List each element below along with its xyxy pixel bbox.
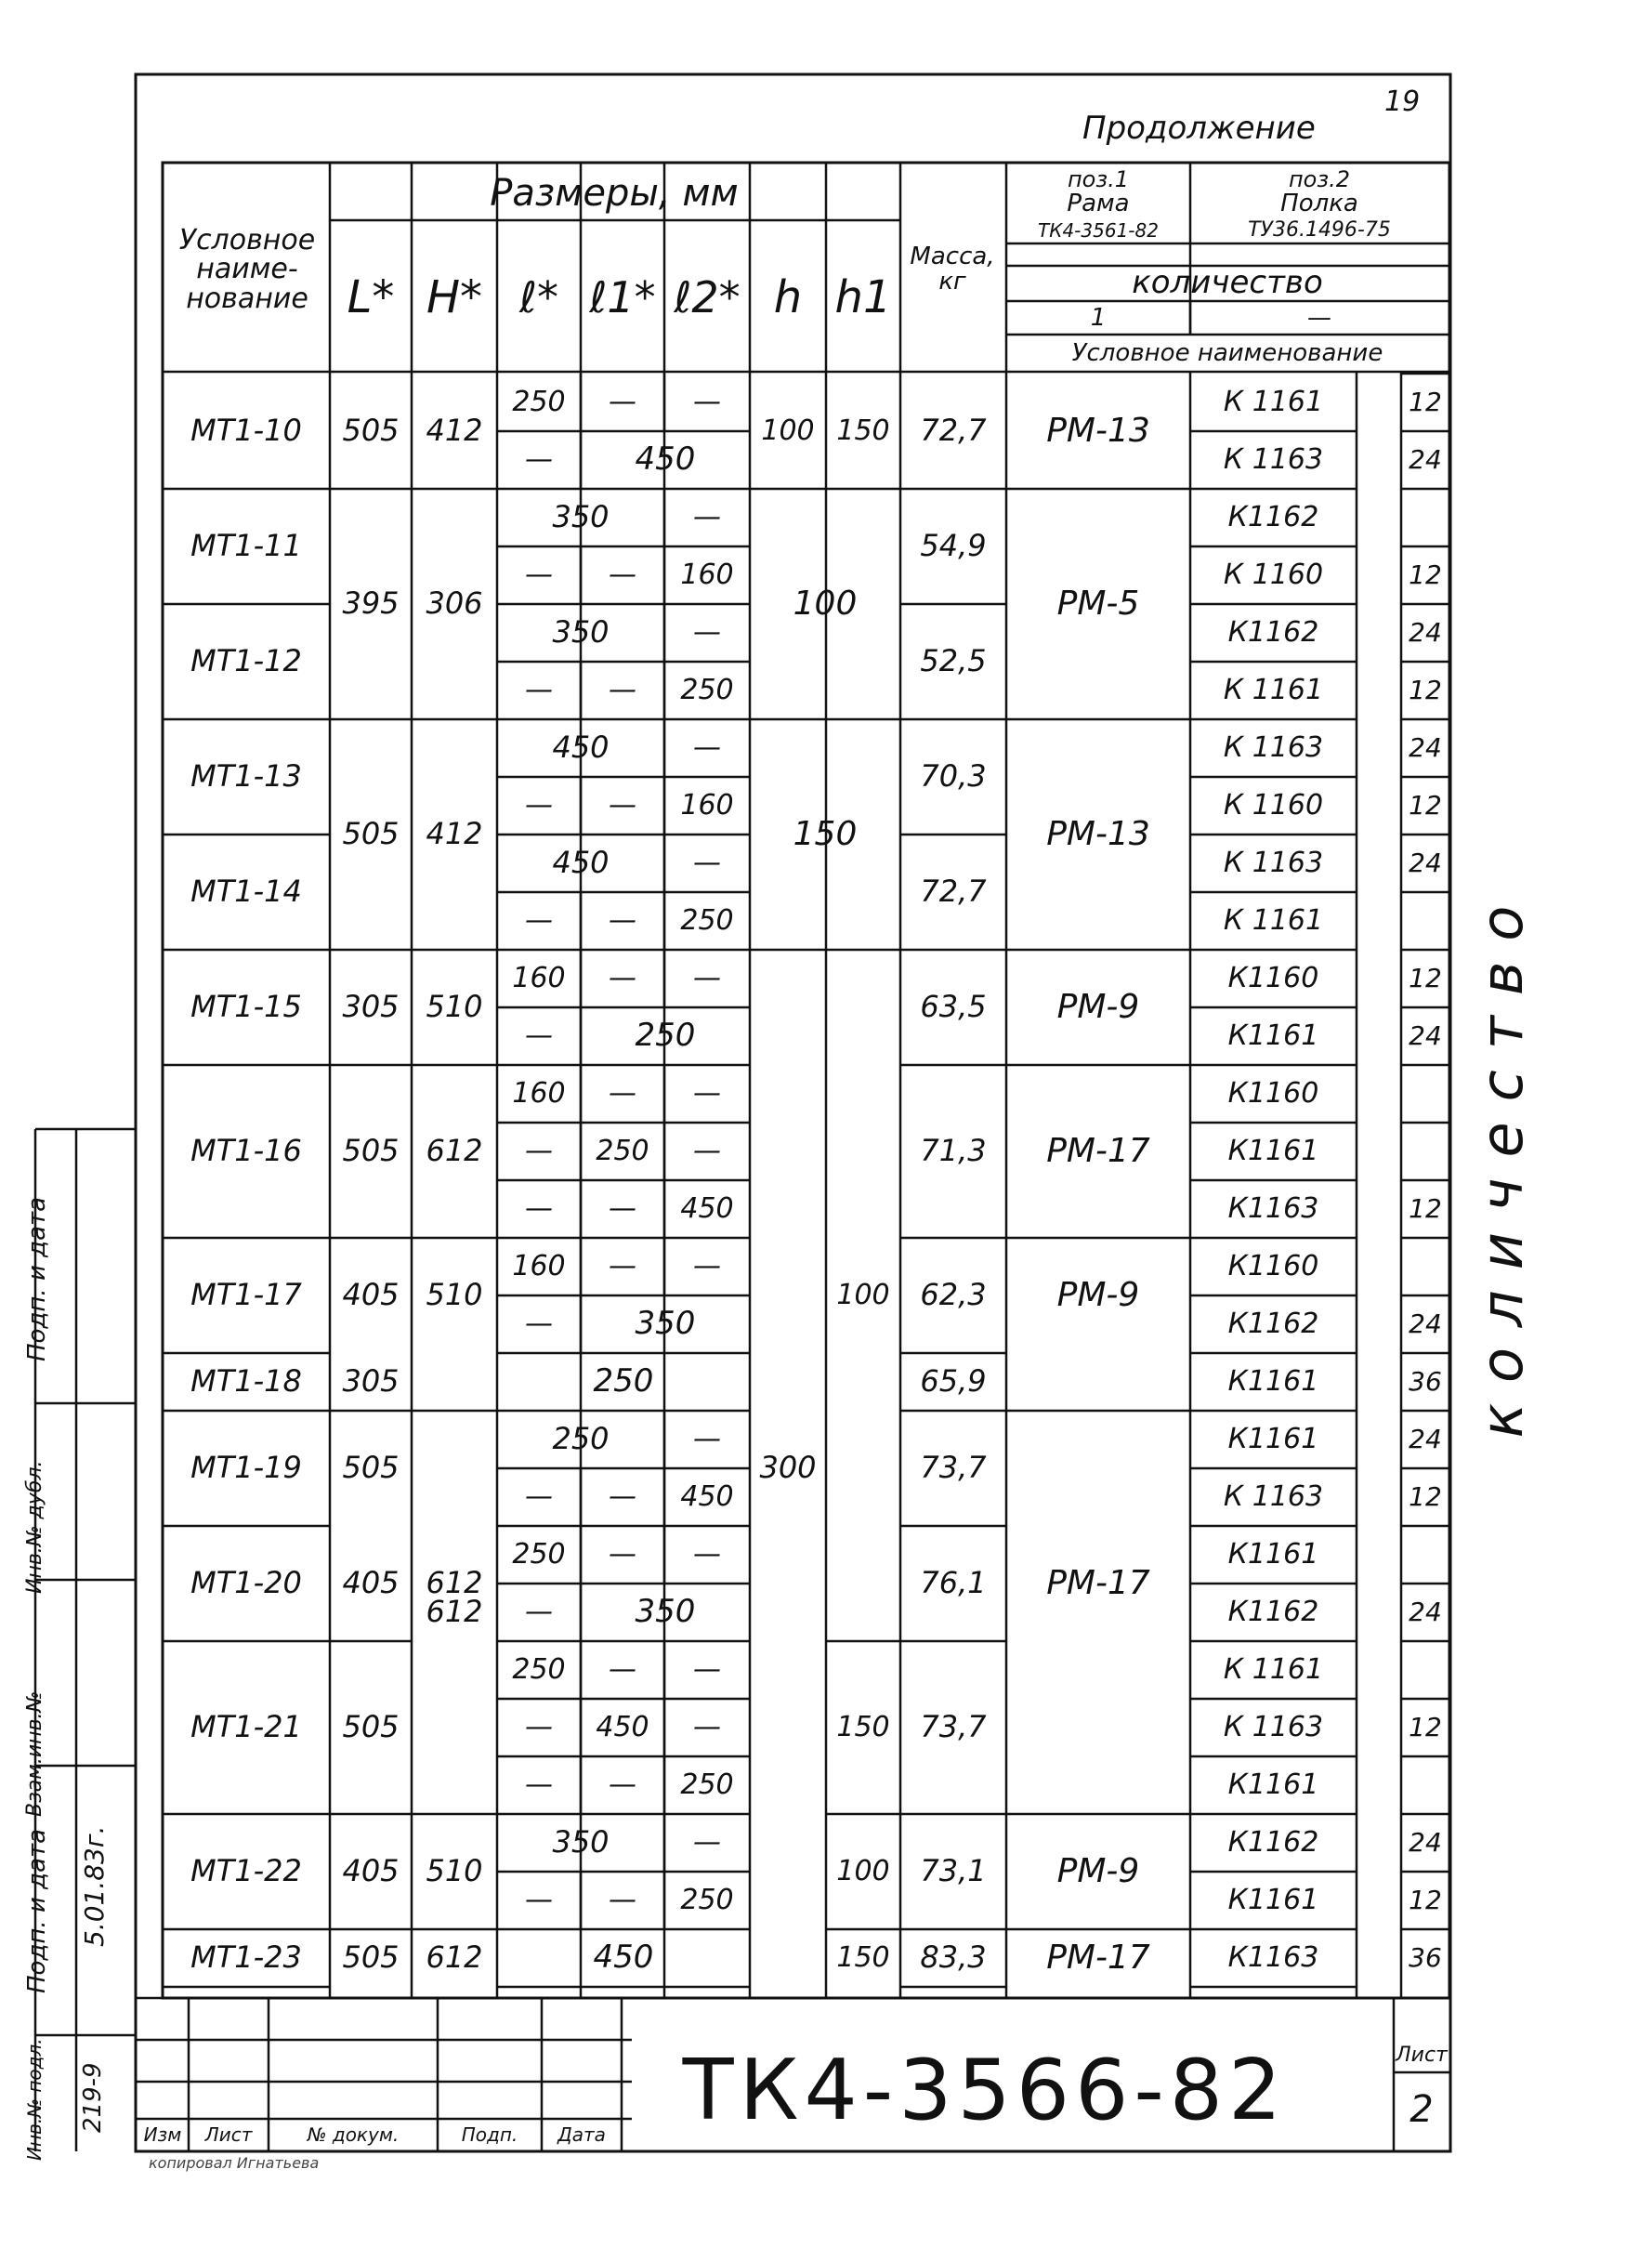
polka-value: К 1163 xyxy=(1223,1480,1324,1514)
qty-value: 24 xyxy=(1409,1020,1442,1052)
qty-value: 12 xyxy=(1409,387,1442,418)
l1-value: — xyxy=(609,962,636,995)
l1-value: — xyxy=(609,1077,636,1111)
rama-value: РМ-17 xyxy=(1046,1939,1150,1978)
l2-value: — xyxy=(693,1250,721,1283)
header-name: Условное наиме-нование xyxy=(178,223,316,315)
row-name: МТ1-12 xyxy=(190,643,302,679)
qty-value: 12 xyxy=(1409,963,1442,994)
l-value: — xyxy=(525,559,553,592)
polka-value: К 1163 xyxy=(1223,443,1324,477)
row-name: МТ1-13 xyxy=(190,758,302,795)
l2-value: — xyxy=(693,1077,721,1111)
strip-podp-data: Подп. и дата xyxy=(23,1828,51,1993)
row-mass: 63,5 xyxy=(920,989,987,1025)
qty-value: 24 xyxy=(1409,1424,1442,1455)
H-merged-value: 306 xyxy=(426,585,483,622)
l-span-value: 450 xyxy=(552,730,610,766)
qty-value: 24 xyxy=(1409,1597,1442,1628)
polka-value: К1161 xyxy=(1227,1365,1319,1399)
polka-value: К1162 xyxy=(1227,501,1319,534)
header-H: H* xyxy=(426,270,483,323)
polka-value: К1160 xyxy=(1227,1250,1319,1283)
L-value: 405 xyxy=(342,1565,400,1601)
header-L: L* xyxy=(347,270,395,323)
L-value: 305 xyxy=(342,1363,400,1400)
row-mass: 83,3 xyxy=(920,1939,987,1976)
l2-value: — xyxy=(693,731,721,765)
l1-value: 450 xyxy=(596,1711,649,1744)
header-h: h xyxy=(773,270,803,323)
polka-value: К 1161 xyxy=(1223,904,1324,938)
vertical-quantity-label: количество xyxy=(1468,885,1536,1439)
l2-value: — xyxy=(693,1423,721,1456)
tb-col-izm: Изм xyxy=(143,2123,182,2146)
row-name: МТ1-20 xyxy=(190,1565,302,1601)
bottom-note: копировал Игнатьева xyxy=(149,2154,320,2172)
l-span-value: 350 xyxy=(552,499,610,535)
h-value: 100 xyxy=(761,414,815,448)
l-span-value: 350 xyxy=(552,1824,610,1860)
page-number: 19 xyxy=(1384,85,1421,118)
strip-inv-value: 219-9 xyxy=(79,2062,107,2133)
polka-value: К 1160 xyxy=(1223,559,1324,592)
l-value: — xyxy=(525,904,553,938)
qty-value: 24 xyxy=(1409,1308,1442,1340)
row-mass: 76,1 xyxy=(920,1565,987,1601)
polka-value: К1161 xyxy=(1227,1423,1319,1456)
l-value: — xyxy=(525,1192,553,1226)
l1l2-span-value: 250 xyxy=(635,1017,696,1055)
qty-value: 24 xyxy=(1409,732,1442,764)
rama-value: РМ-17 xyxy=(1046,1132,1150,1171)
h1-value: 150 xyxy=(836,414,890,448)
rama-value: РМ-9 xyxy=(1056,988,1140,1027)
header-pos1-doc: ТК4-3561-82 xyxy=(1038,218,1159,242)
row-mass: 72,7 xyxy=(920,874,987,910)
l-value: 160 xyxy=(512,1250,566,1283)
polka-value: К 1163 xyxy=(1223,1711,1324,1744)
header-pos2: поз.2 xyxy=(1288,166,1351,193)
polka-value: К1162 xyxy=(1227,616,1319,650)
qty-value: 24 xyxy=(1409,444,1442,476)
qty-value: 12 xyxy=(1409,675,1442,706)
l-value: — xyxy=(525,1596,553,1629)
l2-value: 250 xyxy=(680,1768,734,1802)
row-name: МТ1-21 xyxy=(190,1709,302,1745)
header-sizes: Размеры, мм xyxy=(490,171,739,215)
l-value: 160 xyxy=(512,962,566,995)
l2-value: — xyxy=(693,1135,721,1168)
l-value: 250 xyxy=(512,1538,566,1571)
polka-value: К1161 xyxy=(1227,1884,1319,1917)
l-value: — xyxy=(525,1019,553,1053)
rama-value: РМ-9 xyxy=(1056,1276,1140,1315)
l-value: — xyxy=(525,443,553,477)
h-merged-value: 300 xyxy=(759,1450,817,1486)
l2-value: 450 xyxy=(680,1480,734,1514)
polka-value: К 1161 xyxy=(1223,386,1324,419)
l2-value: 450 xyxy=(680,1192,734,1226)
l1-value: — xyxy=(609,1653,636,1687)
polka-value: К 1163 xyxy=(1223,847,1324,880)
l1-value: — xyxy=(609,1480,636,1514)
l-span-value: 450 xyxy=(552,845,610,881)
polka-value: К 1161 xyxy=(1223,1653,1324,1687)
strip-inv-podl: Инв.№ подл. xyxy=(23,2038,46,2161)
l1-value: — xyxy=(609,386,636,419)
row-mass: 73,1 xyxy=(920,1853,987,1889)
l1-value: — xyxy=(609,1884,636,1917)
header-mass: Масса, кг xyxy=(910,242,995,296)
continuation-label: Продолжение xyxy=(1082,110,1316,147)
qty-value: 12 xyxy=(1409,1885,1442,1916)
l2-value: 250 xyxy=(680,674,734,707)
qty-value: 36 xyxy=(1409,1366,1442,1398)
sheet-number: 2 xyxy=(1409,2088,1434,2131)
tb-col-list: Лист xyxy=(204,2123,253,2146)
L-value: 505 xyxy=(342,1133,400,1169)
row-mass: 65,9 xyxy=(920,1363,987,1400)
row-name: МТ1-14 xyxy=(190,874,302,910)
l2-value: — xyxy=(693,962,721,995)
polka-value: К1162 xyxy=(1227,1826,1319,1860)
qty-value: 12 xyxy=(1409,1193,1442,1225)
row-name: МТ1-23 xyxy=(190,1939,302,1976)
l2-value: 160 xyxy=(680,789,734,822)
l-value: — xyxy=(525,1480,553,1514)
row-mass: 71,3 xyxy=(920,1133,987,1169)
tb-col-podp: Подп. xyxy=(461,2123,518,2146)
row-name: МТ1-15 xyxy=(190,989,302,1025)
header-l2: ℓ2* xyxy=(674,271,741,322)
l1-value: — xyxy=(609,1768,636,1802)
header-h1: h1 xyxy=(834,270,892,323)
sheet-label: Лист xyxy=(1396,2044,1448,2068)
row-mass: 70,3 xyxy=(920,758,987,795)
tb-col-data: Дата xyxy=(557,2123,606,2146)
H-value: 510 xyxy=(426,989,483,1025)
polka-value: К1163 xyxy=(1227,1941,1319,1975)
row-name: МТ1-16 xyxy=(190,1133,302,1169)
rama-value: РМ-13 xyxy=(1046,412,1150,451)
l-value: — xyxy=(525,1711,553,1744)
l2-value: — xyxy=(693,1711,721,1744)
l1l2-span-value: 450 xyxy=(635,440,696,479)
polka-value: К1162 xyxy=(1227,1596,1319,1629)
l-value: — xyxy=(525,1308,553,1341)
qty-value: 12 xyxy=(1409,559,1442,591)
h1-value: 150 xyxy=(836,1711,890,1744)
row-name: МТ1-11 xyxy=(190,528,302,564)
l1-value: — xyxy=(609,1250,636,1283)
qty-value: 24 xyxy=(1409,617,1442,649)
strip-vzam: Взам.инв.№ xyxy=(23,1690,46,1817)
l-span-value: 350 xyxy=(552,614,610,651)
L-value: 505 xyxy=(342,413,400,449)
header-l1: ℓ1* xyxy=(589,271,656,322)
polka-value: К1161 xyxy=(1227,1768,1319,1802)
document-code: ТК4-3566-82 xyxy=(682,2041,1288,2139)
l2-value: 250 xyxy=(680,1884,734,1917)
polka-value: К1163 xyxy=(1227,1192,1319,1226)
l-all-value: 450 xyxy=(593,1939,654,1977)
row-name: МТ1-18 xyxy=(190,1363,302,1400)
polka-value: К1160 xyxy=(1227,1077,1319,1111)
l-value: 160 xyxy=(512,1077,566,1111)
l-value: — xyxy=(525,1135,553,1168)
L-value: 505 xyxy=(342,1939,400,1976)
H-value: 612 xyxy=(426,1133,483,1169)
row-mass: 72,7 xyxy=(920,413,987,449)
polka-value: К 1160 xyxy=(1223,789,1324,822)
qty-value: 12 xyxy=(1409,1481,1442,1513)
h-merged-value: 150 xyxy=(793,815,858,854)
header-pos2-doc: ТУ36.1496-75 xyxy=(1248,218,1391,243)
l-value: — xyxy=(525,1884,553,1917)
polka-value: К1161 xyxy=(1227,1019,1319,1053)
l2-value: — xyxy=(693,386,721,419)
l2-value: — xyxy=(693,1826,721,1860)
l2-value: — xyxy=(693,501,721,534)
l-value: — xyxy=(525,674,553,707)
rama-merged-value: РМ-5 xyxy=(1056,585,1140,624)
strip-date-value: 5.01.83г. xyxy=(79,1825,110,1947)
row-mass: 73,7 xyxy=(920,1709,987,1745)
l1-value: — xyxy=(609,1538,636,1571)
rama-merged-value: РМ-13 xyxy=(1046,815,1150,854)
l-value: 250 xyxy=(512,1653,566,1687)
H-value: 412 xyxy=(426,413,483,449)
l2-value: 160 xyxy=(680,559,734,592)
l2-value: — xyxy=(693,616,721,650)
row-name: МТ1-10 xyxy=(190,413,302,449)
header-quantity: количество xyxy=(1132,264,1323,302)
row-mass: 73,7 xyxy=(920,1450,987,1486)
L-value: 505 xyxy=(342,1709,400,1745)
H-value: 612 xyxy=(426,1939,483,1976)
L-value: 405 xyxy=(342,1277,400,1313)
row-name: МТ1-19 xyxy=(190,1450,302,1486)
header-pos2-name: Полка xyxy=(1280,190,1358,218)
row-mass: 62,3 xyxy=(920,1277,987,1313)
rama-value: РМ-9 xyxy=(1056,1852,1140,1891)
l2-value: — xyxy=(693,1653,721,1687)
rama-value: РМ-17 xyxy=(1046,1564,1150,1603)
l-value: 250 xyxy=(512,386,566,419)
l2-value: — xyxy=(693,1538,721,1571)
l1-value: 250 xyxy=(596,1135,649,1168)
l1-value: — xyxy=(609,904,636,938)
qty-value: 24 xyxy=(1409,848,1442,879)
polka-value: К 1161 xyxy=(1223,674,1324,707)
h-merged-value: 100 xyxy=(793,585,858,624)
tb-col-doc: № докум. xyxy=(307,2123,400,2146)
h1-merged-value: 100 xyxy=(836,1279,890,1312)
l-value: — xyxy=(525,789,553,822)
row-name: МТ1-17 xyxy=(190,1277,302,1313)
header-qty1: 1 xyxy=(1090,304,1107,333)
l1l2-span-value: 350 xyxy=(635,1593,696,1631)
l1-value: — xyxy=(609,1192,636,1226)
L-value: 505 xyxy=(342,1450,400,1486)
polka-value: К1161 xyxy=(1227,1538,1319,1571)
strip-inv-dubl: Инв.№ дубл. xyxy=(23,1460,46,1594)
l1l2-span-value: 350 xyxy=(635,1305,696,1343)
L-merged-value: 505 xyxy=(342,816,400,852)
h1-value: 100 xyxy=(836,1855,890,1888)
l1-value: — xyxy=(609,674,636,707)
l2-value: — xyxy=(693,847,721,880)
H-value: 510 xyxy=(426,1853,483,1889)
L-value: 405 xyxy=(342,1853,400,1889)
header-pos1: поз.1 xyxy=(1067,166,1130,193)
l-value: — xyxy=(525,1768,553,1802)
H-merged-value: 612 xyxy=(426,1594,483,1630)
h1-value: 150 xyxy=(836,1941,890,1975)
header-qty2: — xyxy=(1307,304,1331,333)
qty-value: 36 xyxy=(1409,1942,1442,1974)
l-span-value: 250 xyxy=(552,1421,610,1457)
H-merged-value: 412 xyxy=(426,816,483,852)
H-value: 510 xyxy=(426,1277,483,1313)
polka-value: К1160 xyxy=(1227,962,1319,995)
header-l: ℓ* xyxy=(518,271,558,322)
L-value: 305 xyxy=(342,989,400,1025)
row-mass: 54,9 xyxy=(920,528,987,564)
strip-podp-data2: Подп. и дата xyxy=(23,1196,51,1361)
polka-value: К1162 xyxy=(1227,1308,1319,1341)
qty-value: 24 xyxy=(1409,1827,1442,1859)
header-pos1-name: Рама xyxy=(1067,190,1130,218)
row-name: МТ1-22 xyxy=(190,1853,302,1889)
polka-value: К1161 xyxy=(1227,1135,1319,1168)
polka-value: К 1163 xyxy=(1223,731,1324,765)
qty-value: 12 xyxy=(1409,790,1442,822)
H-value: 612 xyxy=(426,1565,483,1601)
header-cond-name: Условное наименование xyxy=(1071,339,1383,368)
row-mass: 52,5 xyxy=(920,643,987,679)
l2-value: 250 xyxy=(680,904,734,938)
l1-value: — xyxy=(609,789,636,822)
l-all-value: 250 xyxy=(593,1362,654,1400)
l1-value: — xyxy=(609,559,636,592)
L-merged-value: 395 xyxy=(342,585,400,622)
qty-value: 12 xyxy=(1409,1712,1442,1743)
